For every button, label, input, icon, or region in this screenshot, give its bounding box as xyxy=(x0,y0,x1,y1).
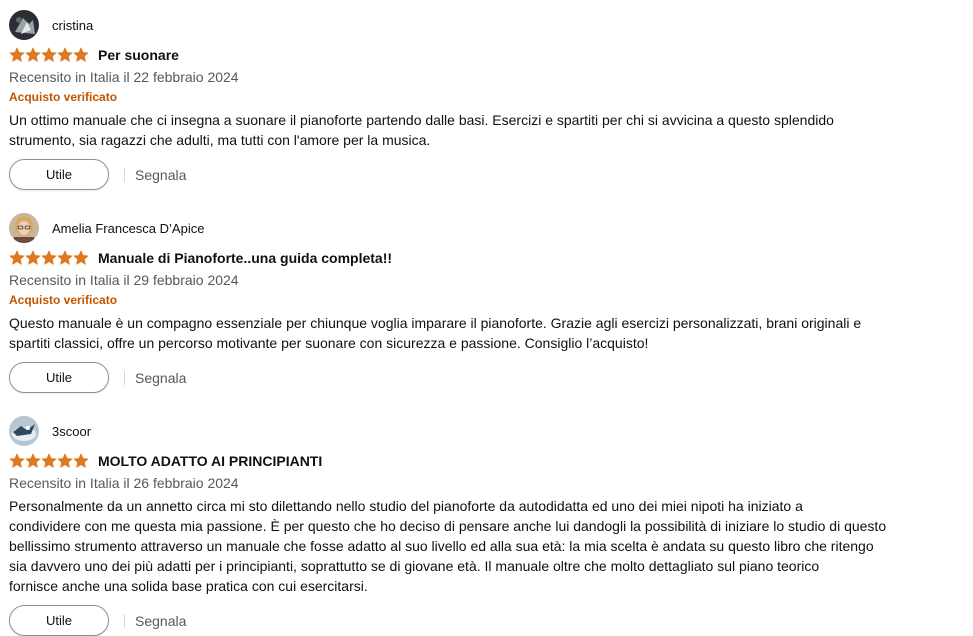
avatar-icon xyxy=(9,10,39,40)
review-body-line: fornisce anche una solida base pratica con cui esercitarsi. xyxy=(9,578,368,594)
reviewer-profile[interactable] xyxy=(9,416,909,446)
divider xyxy=(124,371,125,385)
review-date: Recensito in Italia il 26 febbraio 2024 xyxy=(9,475,239,491)
verified-purchase-badge: Acquisto verificato xyxy=(9,90,118,104)
reviewer-name[interactable]: cristina xyxy=(52,17,94,33)
review-title[interactable]: MOLTO ADATTO AI PRINCIPIANTI xyxy=(98,453,323,469)
review-date: Recensito in Italia il 22 febbraio 2024 xyxy=(9,69,239,85)
star-icon xyxy=(73,250,89,266)
star-icon xyxy=(9,453,25,469)
review-actions xyxy=(9,605,909,636)
divider xyxy=(124,614,125,628)
review-title[interactable]: Per suonare xyxy=(98,47,179,63)
star-icon xyxy=(41,250,57,266)
review-actions xyxy=(9,362,909,393)
review-body-line: sia davvero uno dei più adatti per i principianti, soprattutto se di giovane età. Il manuale oltre che molto dettagliato sul piano teorico xyxy=(9,558,820,574)
star-icon xyxy=(57,47,73,63)
star-icon xyxy=(25,250,41,266)
star-icon xyxy=(57,250,73,266)
star-icon xyxy=(73,47,89,63)
star-rating[interactable] xyxy=(9,453,89,469)
divider xyxy=(124,168,125,182)
review-body-line: spartiti classici, offre un percorso motivante per suonare con sicurezza e passione. Consiglio l’acquisto! xyxy=(9,335,649,351)
review-body-line: bellissimo strumento attraverso un manuale che fosse adatto al suo livello ed alla sua età: la mia scelta è andata su questo libro che ritengo xyxy=(9,538,874,554)
star-icon xyxy=(73,453,89,469)
reviewer-profile[interactable] xyxy=(9,10,909,40)
avatar-icon xyxy=(9,416,39,446)
report-link[interactable]: Segnala xyxy=(135,612,187,629)
review-title[interactable]: Manuale di Pianoforte..una guida completa!! xyxy=(98,250,393,266)
helpful-button[interactable]: Utile xyxy=(9,159,109,190)
star-icon xyxy=(9,47,25,63)
star-icon xyxy=(25,47,41,63)
verified-purchase-badge: Acquisto verificato xyxy=(9,293,118,307)
reviewer-name[interactable]: Amelia Francesca D’Apice xyxy=(52,220,205,236)
review-body xyxy=(9,313,909,353)
star-icon xyxy=(9,250,25,266)
review-body-line: Personalmente da un annetto circa mi sto dilettando nello studio del pianoforte da autodidatta ed uno dei miei nipoti ha iniziato a xyxy=(9,498,803,514)
review-body-line: strumento, sia ragazzi che adulti, ma tutti con l'amore per la musica. xyxy=(9,132,431,148)
review-body xyxy=(9,496,909,596)
star-rating[interactable] xyxy=(9,47,89,63)
helpful-button[interactable]: Utile xyxy=(9,362,109,393)
star-icon xyxy=(57,453,73,469)
star-icon xyxy=(41,47,57,63)
report-link[interactable]: Segnala xyxy=(135,369,187,386)
avatar[interactable] xyxy=(9,10,39,40)
helpful-button[interactable]: Utile xyxy=(9,605,109,636)
review-card xyxy=(9,416,909,636)
review-body-line: Un ottimo manuale che ci insegna a suonare il pianoforte partendo dalle basi. Esercizi e spartiti per chi si avvicina a questo splendido xyxy=(9,112,834,128)
review-body xyxy=(9,110,909,150)
review-body-line: Questo manuale è un compagno essenziale per chiunque voglia imparare il pianoforte. Grazie agli esercizi personalizzati, brani originali e xyxy=(9,315,862,331)
report-link[interactable]: Segnala xyxy=(135,166,187,183)
avatar[interactable] xyxy=(9,213,39,243)
review-card xyxy=(9,213,909,393)
reviewer-profile[interactable] xyxy=(9,213,909,243)
star-icon xyxy=(41,453,57,469)
review-date: Recensito in Italia il 29 febbraio 2024 xyxy=(9,272,239,288)
avatar[interactable] xyxy=(9,416,39,446)
review-card xyxy=(9,10,909,190)
review-actions xyxy=(9,159,909,190)
star-rating[interactable] xyxy=(9,250,89,266)
review-body-line: condividere con me questa mia passione. È per questo che ho deciso di pensare anche lui dandogli la possibilità di iniziare lo studio di questo xyxy=(9,518,887,534)
star-icon xyxy=(25,453,41,469)
reviewer-name[interactable]: 3scoor xyxy=(52,423,92,439)
avatar-icon xyxy=(9,213,39,243)
